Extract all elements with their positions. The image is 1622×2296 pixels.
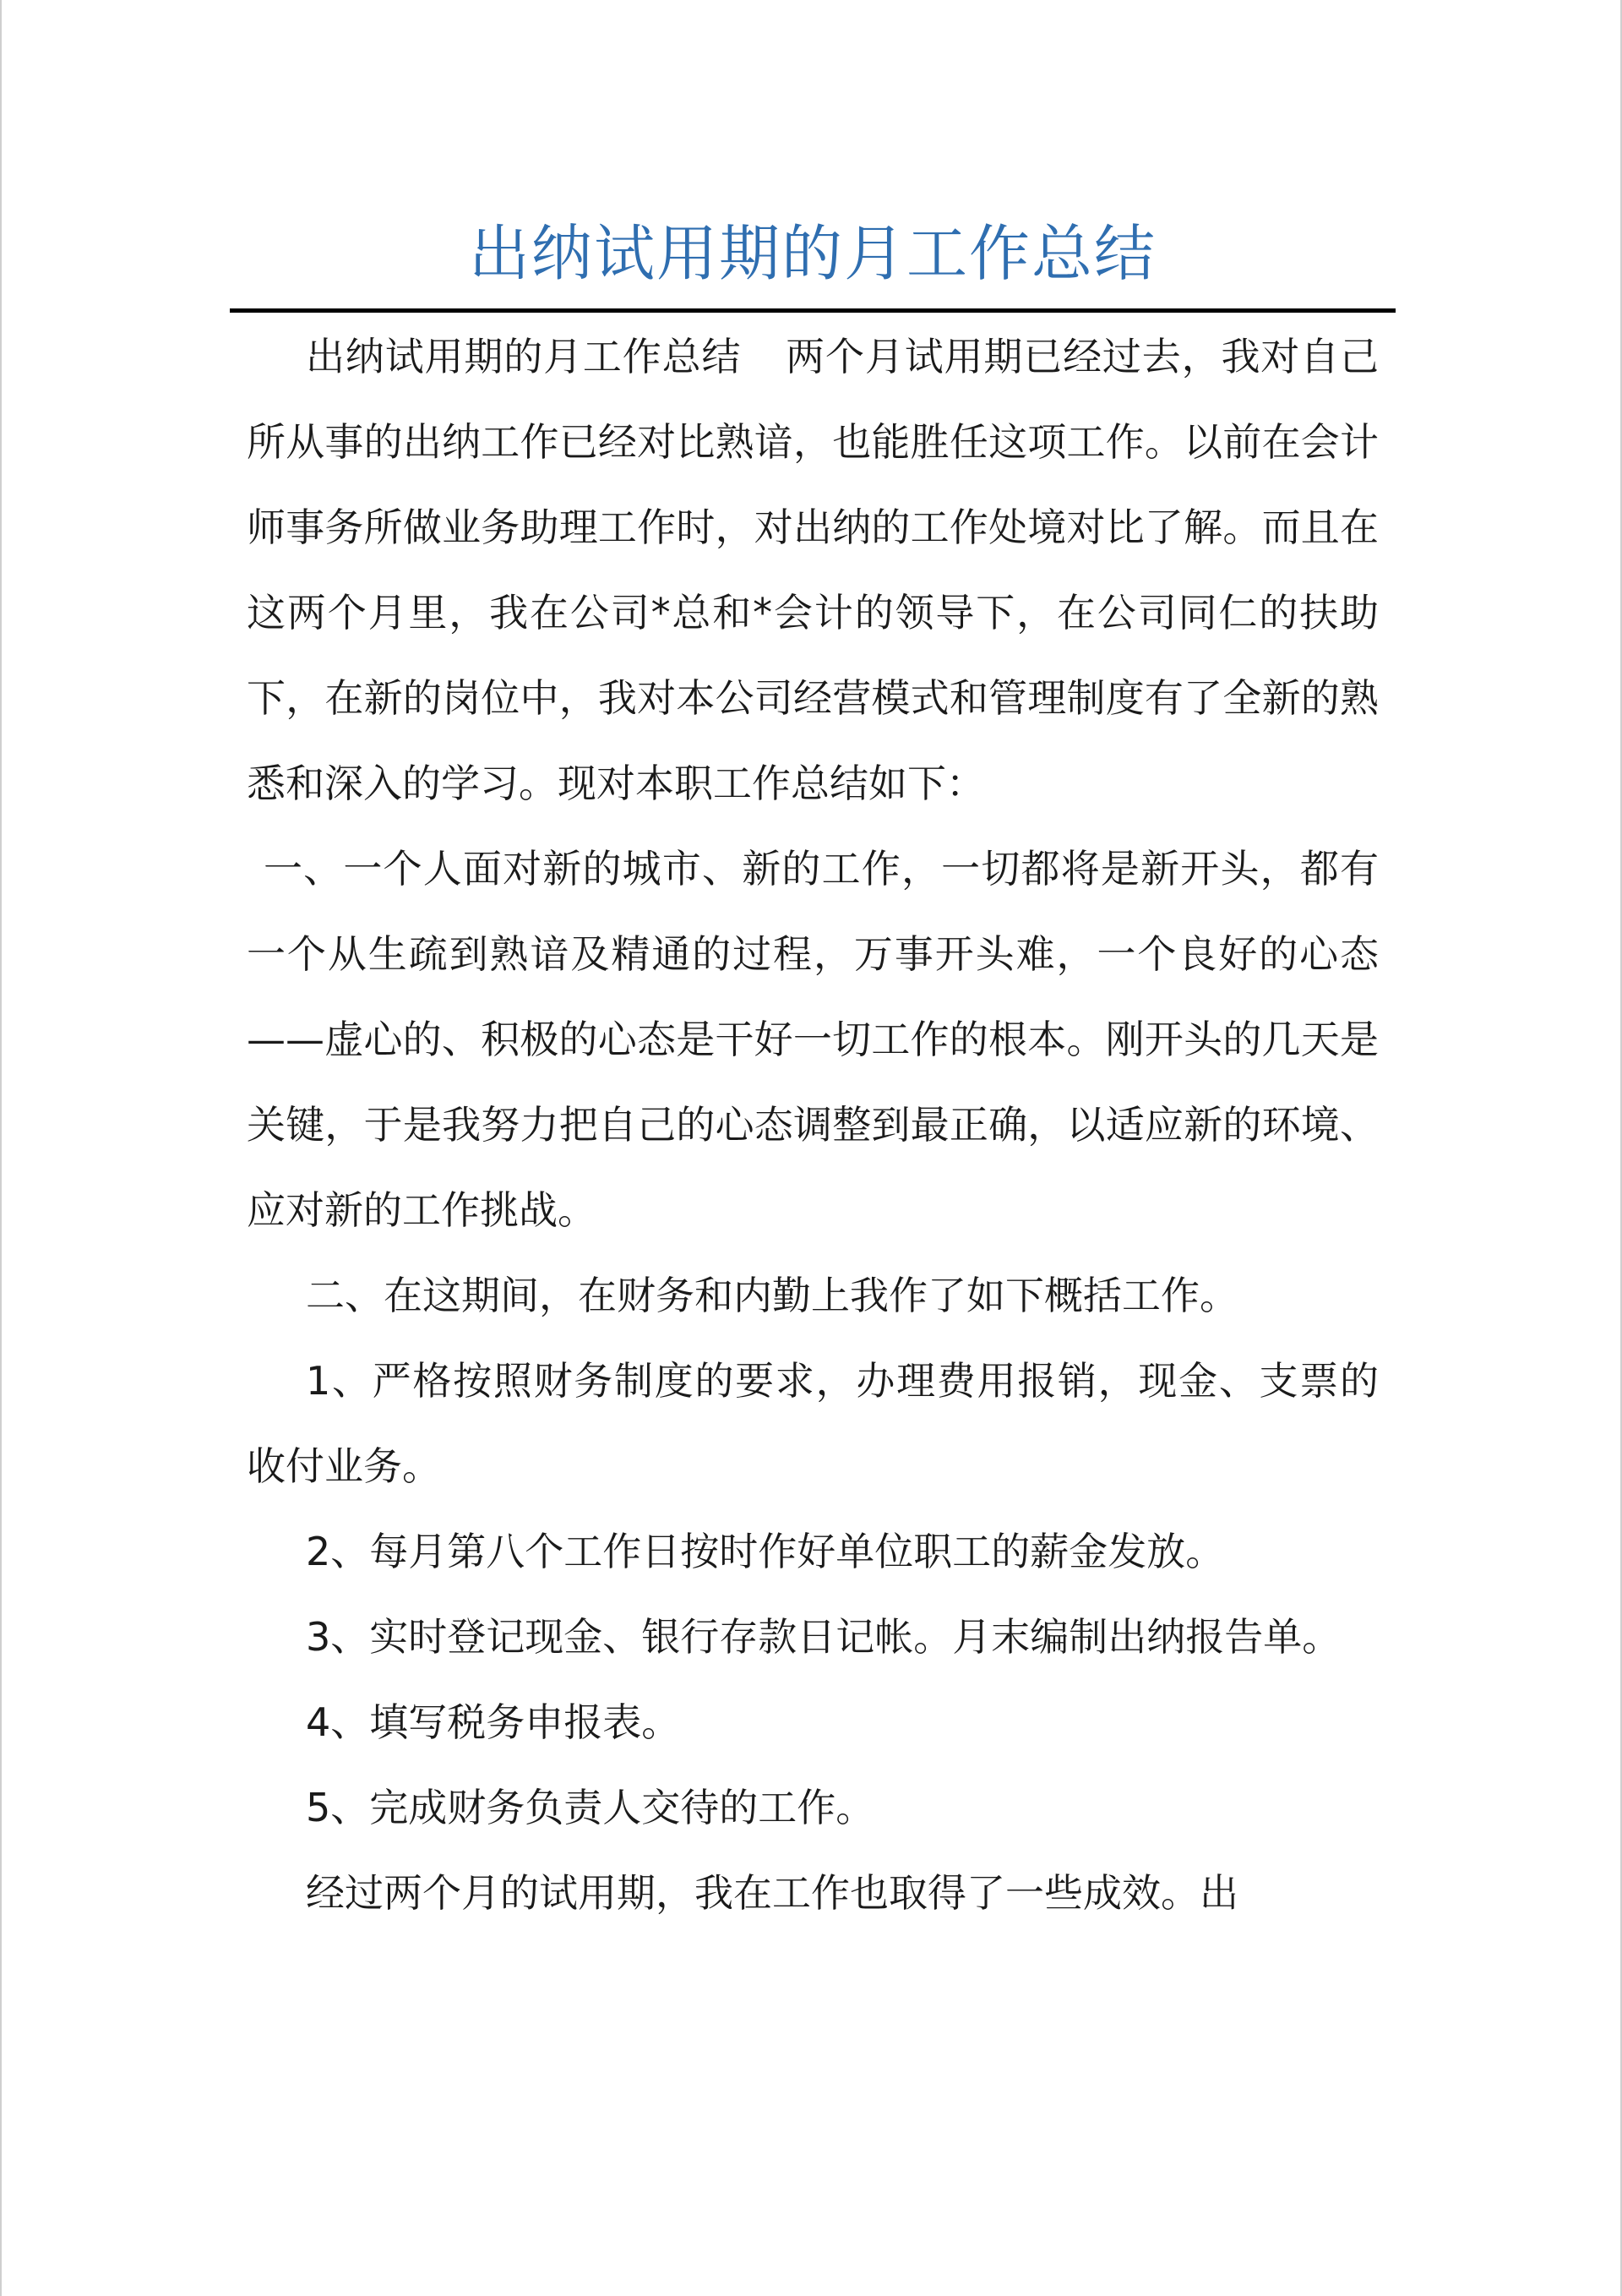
paragraph-item-5: 5、完成财务负责人交待的工作。 <box>306 1785 875 1830</box>
paragraph-item-2: 2、每月第八个工作日按时作好单位职工的薪金发放。 <box>306 1529 1225 1574</box>
paragraph-item-3: 3、实时登记现金、银行存款日记帐。月末编制出纳报告单。 <box>306 1614 1342 1660</box>
title-underline <box>230 308 1396 313</box>
document-title: 出纳试用期的月工作总结 <box>468 218 1157 289</box>
paragraph-item-4: 4、填写税务申报表。 <box>306 1699 681 1745</box>
paragraph-section-2: 二、在这期间，在财务和内勤上我作了如下概括工作。 <box>306 1273 1238 1318</box>
paragraph-intro <box>247 314 1379 826</box>
intro-lead: 出纳试用期的月工作总结 <box>306 334 742 379</box>
paragraph-section-1: 一、一个人面对新的城市、新的工作，一切都将是新开头，都有一个从生疏到熟谙及精通的过程，万事开头难，一个良好的心态——虚心的、积极的心态是干好一切工作的根本。刚开头的几天是关键，于是我努力把自己的心态调整到最正确，以适应新的环境、应对新的工作挑战。 <box>247 846 1379 1233</box>
document-body <box>247 314 1379 1936</box>
intro-text: 两个月试用期已经过去，我对自己所从事的出纳工作已经对比熟谙，也能胜任这项工作。以前在会计师事务所做业务助理工作时，对出纳的工作处境对比了解。而且在这两个月里，我在公司*总和*会计的领导下，在公司同仁的扶助下，在新的岗位中，我对本公司经营模式和管理制度有了全新的熟悉和深入的学习。现对本职工作总结如下： <box>247 334 1380 806</box>
paragraph-item-1: 1、严格按照财务制度的要求，办理费用报销，现金、支票的收付业务。 <box>247 1358 1379 1489</box>
paragraph-conclusion: 经过两个月的试用期，我在工作也取得了一些成效。出 <box>306 1870 1238 1916</box>
